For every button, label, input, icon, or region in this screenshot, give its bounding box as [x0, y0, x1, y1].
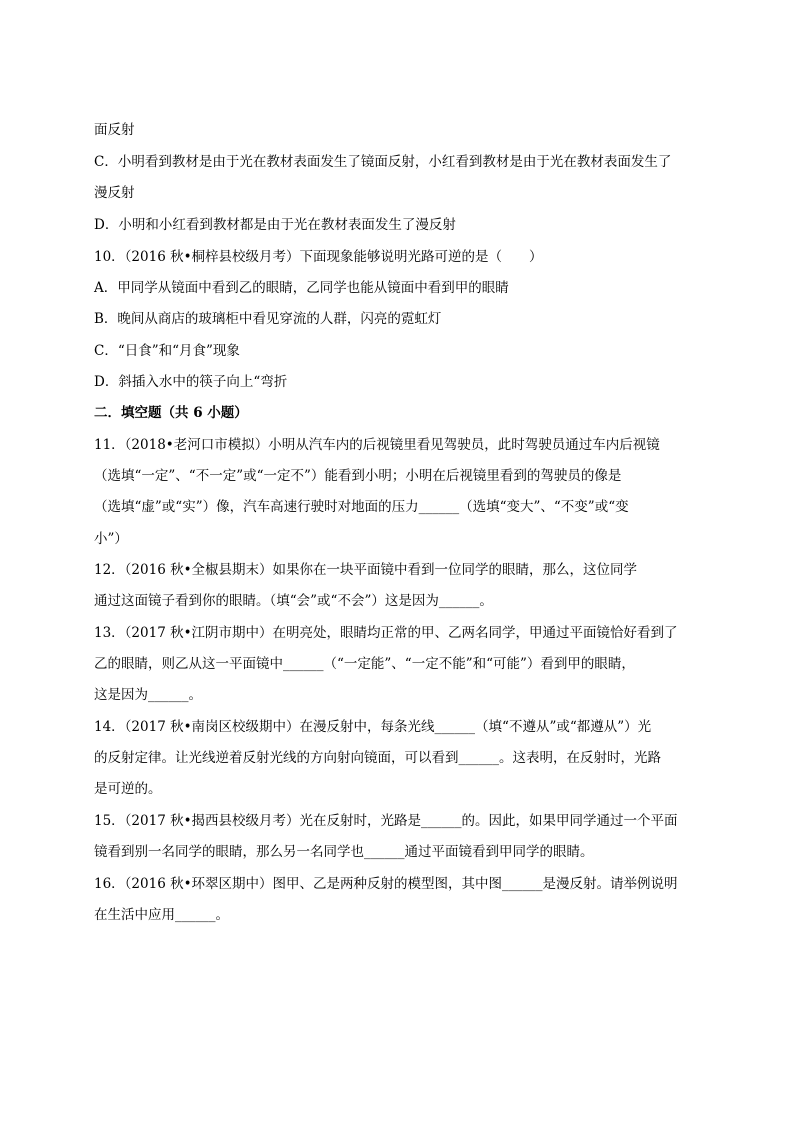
- question-15: 15．（2017 秋•揭西县校级月考）光在反射时，光路是______的。因此，如果甲同学通过一个平面: [94, 813, 678, 829]
- question-14: 14．（2017 秋•南岗区校级期中）在漫反射中，每条光线______（填“不遵从”或“都遵从”）光: [94, 719, 652, 735]
- text-line: 这是因为______。: [94, 687, 202, 703]
- section-heading: 二．填空题（共 6 小题）: [94, 405, 248, 421]
- option-d-line: D．小明和小红看到教材都是由于光在教材表面发生了漫反射: [94, 217, 456, 233]
- question-10: 10．（2016 秋•桐梓县校级月考）下面现象能够说明光路可逆的是（ ）: [94, 249, 543, 265]
- text-line: 面反射: [94, 122, 135, 138]
- option-b-line: B．晚间从商店的玻璃柜中看见穿流的人群，闪亮的霓虹灯: [94, 311, 442, 327]
- text-line: 漫反射: [94, 185, 135, 201]
- option-a-line: A．甲同学从镜面中看到乙的眼睛，乙同学也能从镜面中看到甲的眼睛: [94, 280, 509, 296]
- question-11: 11．（2018•老河口市模拟）小明从汽车内的后视镜里看见驾驶员，此时驾驶员通过车内后视镜: [94, 437, 660, 453]
- option-c-line: C．“日食”和“月食”现象: [94, 343, 240, 359]
- text-line: 小”）: [94, 531, 128, 547]
- text-line: 是可逆的。: [94, 781, 162, 797]
- question-16: 16．（2016 秋•环翠区期中）图甲、乙是两种反射的模型图，其中图______是漫反射。请举例说明: [94, 876, 678, 892]
- text-line: 的反射定律。让光线逆着反射光线的方向射向镜面，可以看到______。这表明，在反射时，光路: [94, 750, 661, 766]
- text-line: （选填“虚”或“实”）像，汽车高速行驶时对地面的压力______（选填“变大”、“不变”或“变: [94, 499, 629, 515]
- text-line: （选填“一定”、“不一定”或“一定不”）能看到小明；小明在后视镜里看到的驾驶员的像是: [94, 468, 622, 484]
- text-line: 乙的眼睛，则乙从这一平面镜中______（“一定能”、“一定不能”和“可能”）看到甲的眼睛，: [94, 656, 635, 672]
- text-line: 通过这面镜子看到你的眼睛。（填“会”或“不会”）这是因为______。: [94, 593, 493, 609]
- question-12: 12．（2016 秋•全椒县期末）如果你在一块平面镜中看到一位同学的眼睛，那么，这位同学: [94, 562, 638, 578]
- option-d-line: D．斜插入水中的筷子向上“弯折: [94, 374, 288, 390]
- option-c-line: C．小明看到教材是由于光在教材表面发生了镜面反射，小红看到教材是由于光在教材表面发生了: [94, 154, 672, 170]
- text-line: 在生活中应用______。: [94, 907, 229, 923]
- text-line: 镜看到别一名同学的眼睛，那么另一名同学也______通过平面镜看到甲同学的眼睛。: [94, 844, 594, 860]
- question-13: 13．（2017 秋•江阴市期中）在明亮处，眼睛均正常的甲、乙两名同学，甲通过平面镜恰好看到了: [94, 625, 678, 641]
